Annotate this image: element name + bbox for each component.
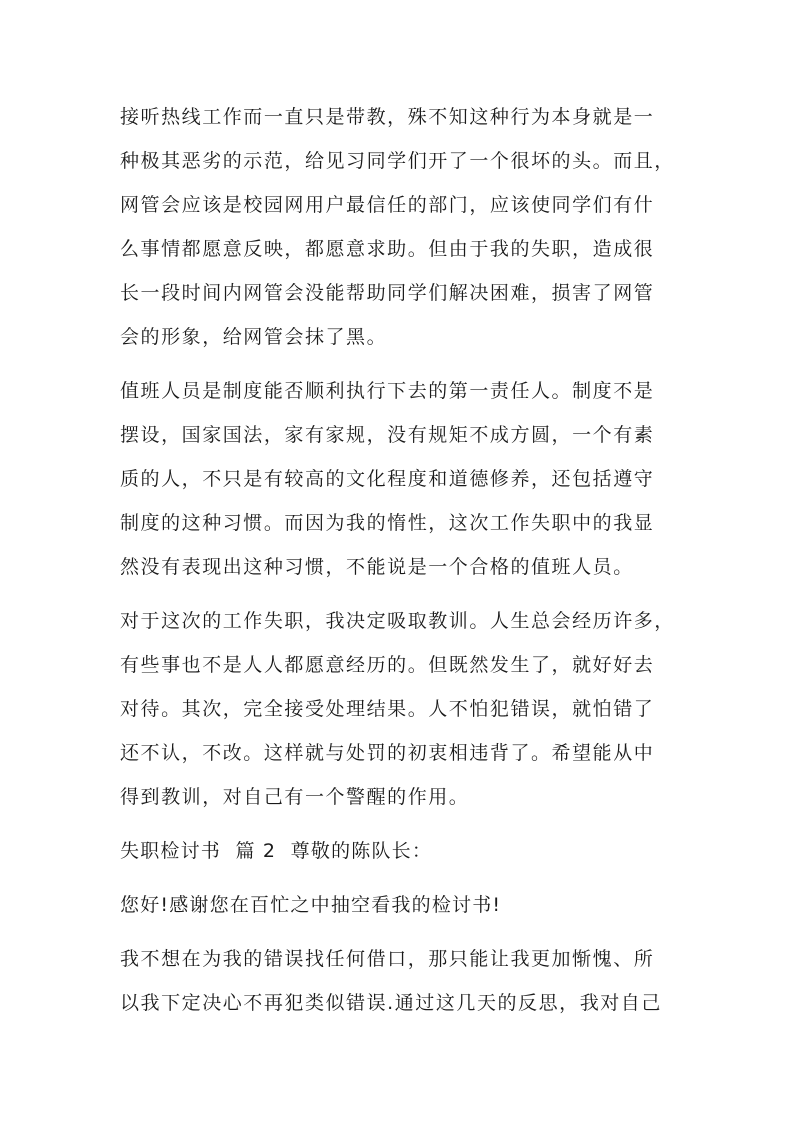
text-line: 摆设，国家国法，家有家规，没有规矩不成方圆，一个有素 [120, 424, 655, 446]
text-line: 有些事也不是人人都愿意经历的。但既然发生了，就好好去 [120, 654, 655, 676]
text-line: 么事情都愿意反映，都愿意求助。但由于我的失职，造成很 [120, 238, 655, 260]
text-line: 得到教训，对自己有一个警醒的作用。 [120, 786, 470, 808]
text-line: 种极其恶劣的示范，给见习同学们开了一个很坏的头。而且， [120, 150, 675, 172]
section-heading [120, 829, 680, 873]
text-line: 对待。其次，完全接受处理结果。人不怕犯错误，就怕错了 [120, 698, 655, 720]
text-line: 值班人员是制度能否顺利执行下去的第一责任人。制度不是 [120, 380, 655, 402]
text-line: 我不想在为我的错误找任何借口，那只能让我更加惭愧、所 [120, 948, 655, 970]
text-line: 接听热线工作而一直只是带教，殊不知这种行为本身就是一 [120, 106, 655, 128]
greeting-paragraph [120, 883, 680, 927]
text-line: 长一段时间内网管会没能帮助同学们解决困难，损害了网管 [120, 282, 655, 304]
document-body [120, 95, 680, 1035]
text-line: 网管会应该是校园网用户最信任的部门，应该使同学们有什 [120, 194, 655, 216]
paragraph-3 [120, 599, 680, 819]
heading-line: 失职检讨书 篇 2 尊敬的陈队长： [120, 840, 433, 862]
paragraph-2 [120, 369, 680, 589]
text-line: 会的形象，给网管会抹了黑。 [120, 326, 388, 348]
text-line: 质的人，不只是有较高的文化程度和道德修养，还包括遵守 [120, 468, 655, 490]
text-line: 制度的这种习惯。而因为我的惰性，这次工作失职中的我显 [120, 512, 655, 534]
paragraph-6 [120, 937, 680, 1025]
text-line: 以我下定决心不再犯类似错误.通过这几天的反思，我对自己 [120, 992, 662, 1014]
paragraph-1 [120, 95, 680, 359]
text-line: 对于这次的工作失职，我决定吸取教训。人生总会经历许多， [120, 610, 675, 632]
text-line: 还不认，不改。这样就与处罚的初衷相违背了。希望能从中 [120, 742, 655, 764]
text-line: 您好!感谢您在百忙之中抽空看我的检讨书! [120, 894, 502, 916]
text-line: 然没有表现出这种习惯，不能说是一个合格的值班人员。 [120, 556, 634, 578]
